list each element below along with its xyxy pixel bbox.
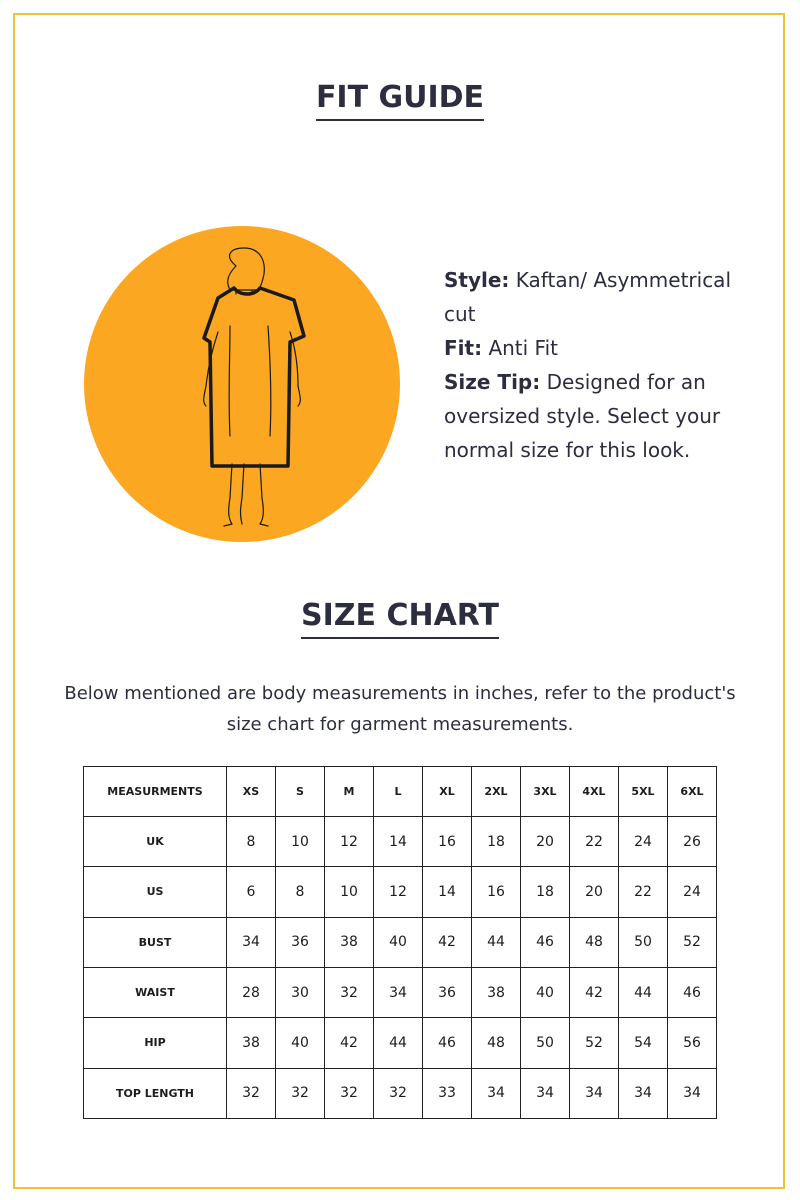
table-cell: 36 [276,917,325,967]
size-header: 5XL [619,767,668,817]
fit-line [444,331,744,365]
table-cell: 38 [227,1018,276,1068]
table-cell: 32 [325,1068,374,1118]
style-line [444,263,744,331]
table-cell: 56 [668,1018,717,1068]
row-label: BUST [84,917,227,967]
table-cell: 32 [325,967,374,1017]
table-row [84,867,717,917]
table-row [84,817,717,867]
table-cell: 50 [619,917,668,967]
table-cell: 12 [325,817,374,867]
row-label: US [84,867,227,917]
table-cell: 26 [668,817,717,867]
table-cell: 34 [227,917,276,967]
table-cell: 8 [276,867,325,917]
fit-label: Fit: [444,336,483,360]
table-cell: 44 [472,917,521,967]
table-cell: 20 [521,817,570,867]
table-cell: 10 [325,867,374,917]
table-cell: 20 [570,867,619,917]
row-label: WAIST [84,967,227,1017]
table-cell: 52 [570,1018,619,1068]
table-cell: 40 [276,1018,325,1068]
row-label: UK [84,817,227,867]
table-cell: 40 [521,967,570,1017]
fit-guide-heading [0,80,800,121]
table-cell: 46 [521,917,570,967]
style-value: Kaftan/ Asymmetrical cut [444,268,731,326]
size-tip-value: Designed for an oversized style. Select your normal size for this look. [444,370,721,462]
table-cell: 42 [423,917,472,967]
size-chart-title: SIZE CHART [301,598,499,639]
table-cell: 36 [423,967,472,1017]
table-cell: 32 [374,1068,423,1118]
corner-header: MEASURMENTS [84,767,227,817]
table-cell: 50 [521,1018,570,1068]
size-header: S [276,767,325,817]
table-cell: 6 [227,867,276,917]
size-header: 2XL [472,767,521,817]
table-cell: 18 [472,817,521,867]
table-cell: 42 [570,967,619,1017]
size-tip-label: Size Tip: [444,370,541,394]
table-cell: 22 [570,817,619,867]
table-cell: 32 [227,1068,276,1118]
table-cell: 16 [423,817,472,867]
size-header: 4XL [570,767,619,817]
table-cell: 54 [619,1018,668,1068]
table-cell: 14 [423,867,472,917]
fit-illustration [84,226,400,542]
table-cell: 42 [325,1018,374,1068]
table-cell: 46 [423,1018,472,1068]
row-label: TOP LENGTH [84,1068,227,1118]
table-cell: 38 [325,917,374,967]
row-label: HIP [84,1018,227,1068]
size-header: M [325,767,374,817]
fit-details [444,263,744,467]
fit-value: Anti Fit [488,336,558,360]
table-cell: 40 [374,917,423,967]
table-cell: 44 [374,1018,423,1068]
table-cell: 10 [276,817,325,867]
table-cell: 16 [472,867,521,917]
fit-guide-title: FIT GUIDE [316,80,484,121]
table-cell: 34 [374,967,423,1017]
kaftan-figure-icon [84,226,400,542]
table-cell: 34 [570,1068,619,1118]
table-cell: 48 [472,1018,521,1068]
size-chart-heading [0,598,800,639]
size-table [83,766,717,1119]
table-cell: 14 [374,817,423,867]
table-cell: 34 [668,1068,717,1118]
table-cell: 52 [668,917,717,967]
table-cell: 28 [227,967,276,1017]
table-cell: 24 [619,817,668,867]
table-cell: 30 [276,967,325,1017]
table-cell: 18 [521,867,570,917]
table-cell: 44 [619,967,668,1017]
table-cell: 33 [423,1068,472,1118]
table-cell: 46 [668,967,717,1017]
size-header: 3XL [521,767,570,817]
style-label: Style: [444,268,510,292]
table-row [84,917,717,967]
table-cell: 48 [570,917,619,967]
size-header: XL [423,767,472,817]
table-cell: 12 [374,867,423,917]
size-header: L [374,767,423,817]
table-cell: 38 [472,967,521,1017]
table-cell: 22 [619,867,668,917]
table-cell: 34 [472,1068,521,1118]
table-cell: 8 [227,817,276,867]
size-tip-line [444,365,744,467]
size-chart-intro: Below mentioned are body measurements in inches, refer to the product's size chart for garment measurements. [64,683,736,735]
table-row [84,1068,717,1118]
table-row [84,1018,717,1068]
table-cell: 32 [276,1068,325,1118]
size-header: 6XL [668,767,717,817]
table-cell: 34 [521,1068,570,1118]
table-cell: 34 [619,1068,668,1118]
table-cell: 24 [668,867,717,917]
size-header-row [84,767,717,817]
table-row [84,967,717,1017]
size-header: XS [227,767,276,817]
